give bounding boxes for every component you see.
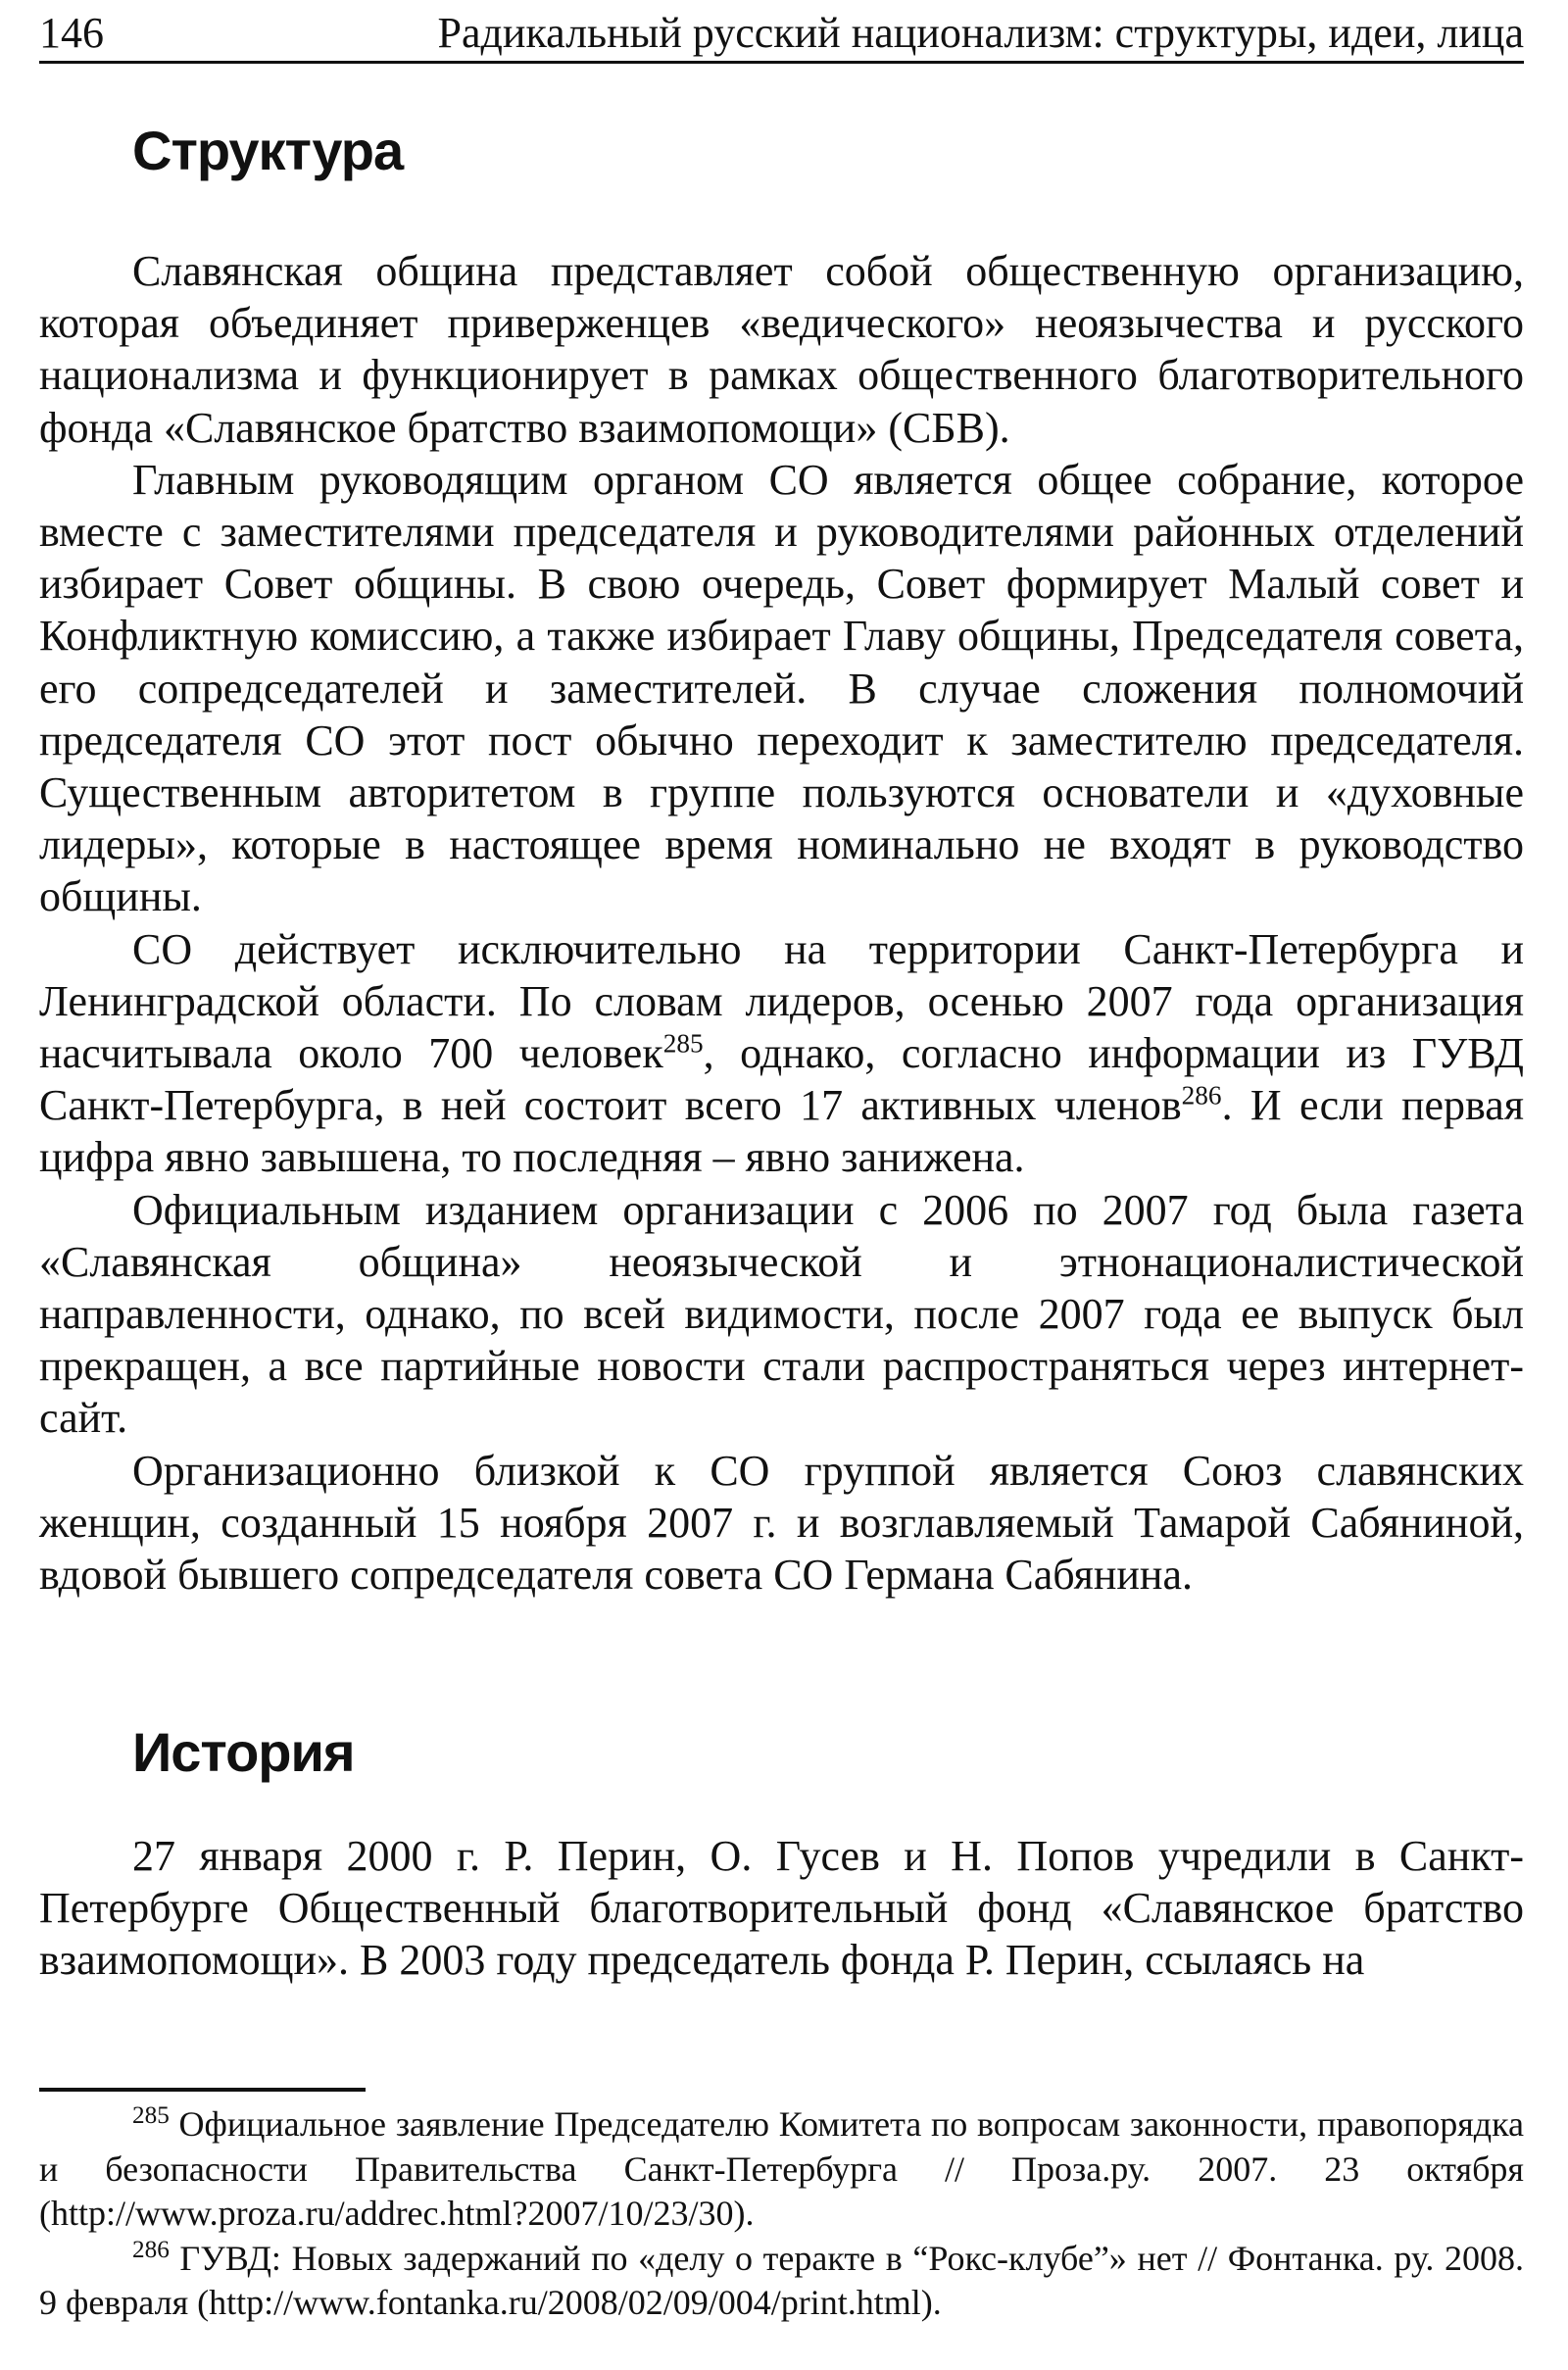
paragraph-text: , однако, согласно информации из ГУВД Санкт-Петербурга, в ней состоит всего 17 активных членов xyxy=(39,1029,1524,1130)
book-page xyxy=(39,0,1524,2370)
paragraph xyxy=(39,923,1524,1184)
footnote-286 xyxy=(39,2237,1524,2326)
section-body-structure xyxy=(39,245,1524,1601)
paragraph xyxy=(39,454,1524,923)
footnote-number: 285 xyxy=(132,2102,170,2129)
footnote-divider xyxy=(39,2088,366,2092)
footnote-285 xyxy=(39,2102,1524,2237)
paragraph-text: Организационно близкой к СО группой является Союз славянских женщин, созданный 15 ноября 2007 г. и возглавляемый Тамарой Сабяниной, вдовой бывшего сопредседателя совета СО Германа Сабянина. xyxy=(39,1446,1524,1600)
paragraph xyxy=(39,1184,1524,1445)
paragraph xyxy=(39,1445,1524,1602)
paragraph-text: Главным руководящим органом СО является общее собрание, которое вместе с заместителями председателя и руководителями районных отделений избирает Совет общины. В свою очередь, Совет формирует Малый совет и Конфликтную комиссию, а также избирает Главу общины, Председателя совета, его сопредседателей и заместителей. В случае сложения полномочий председателя СО этот пост обычно переходит к заместителю председателя. Существенным авторитетом в группе пользуются основатели и «духовные лидеры», которые в настоящее время номинально не входят в руководство общины. xyxy=(39,455,1524,921)
footnote-text: ГУВД: Новых задержаний по «делу о теракте в “Рокс-клубе”» нет // Фонтанка. ру. 2008. 9 февраля (http://www.fontanka.ru/2008/02/09/004/print.html). xyxy=(39,2238,1524,2322)
footnote-number: 286 xyxy=(132,2236,170,2263)
page-number: 146 xyxy=(39,9,104,57)
footnotes xyxy=(39,2102,1524,2326)
book-title: Радикальный русский национализм: структуры, идеи, лица xyxy=(437,9,1524,57)
paragraph-text: 27 января 2000 г. Р. Перин, О. Гусев и Н. Попов учредили в Санкт-Петербурге Общественный благотворительный фонд «Славянское братство взаимопомощи». В 2003 году председатель фонда Р. Перин, ссылаясь на xyxy=(39,1832,1524,1985)
paragraph-text: Славянская община представляет собой общественную организацию, которая объединяет приверженцев «ведического» неоязычества и русского национализма и функционирует в рамках общественного благотворительного фонда «Славянское братство взаимопомощи» (СБВ). xyxy=(39,247,1524,452)
paragraph xyxy=(39,1830,1524,1987)
footnote-ref-285[interactable]: 285 xyxy=(662,1028,704,1059)
section-heading-structure: Структура xyxy=(132,120,404,181)
footnote-text: Официальное заявление Председателю Комитета по вопросам законности, правопорядка и безопасности Правительства Санкт-Петербурга // Проза.ру. 2007. 23 октября (http://www.proza.ru/addrec.html?2007/10/23/30). xyxy=(39,2104,1524,2233)
section-body-history xyxy=(39,1830,1524,1987)
running-header xyxy=(39,6,1524,64)
paragraph-text: Официальным изданием организации с 2006 по 2007 год была газета «Славянская община» неоязыческой и этнонационалистической направленности, однако, по всей видимости, после 2007 года ее выпуск был прекращен, а все партийные новости стали распространяться через интернет-сайт. xyxy=(39,1185,1524,1443)
paragraph-text: СО действует исключительно на территории Санкт-Петербурга и Ленинградской области. По словам лидеров, осенью 2007 года организация насчитывала около 700 человек xyxy=(39,924,1524,1078)
paragraph-text: . И если первая цифра явно завышена, то последняя – явно занижена. xyxy=(39,1081,1524,1182)
section-heading-history: История xyxy=(132,1721,355,1783)
footnote-ref-286[interactable]: 286 xyxy=(1181,1080,1222,1111)
paragraph xyxy=(39,245,1524,454)
